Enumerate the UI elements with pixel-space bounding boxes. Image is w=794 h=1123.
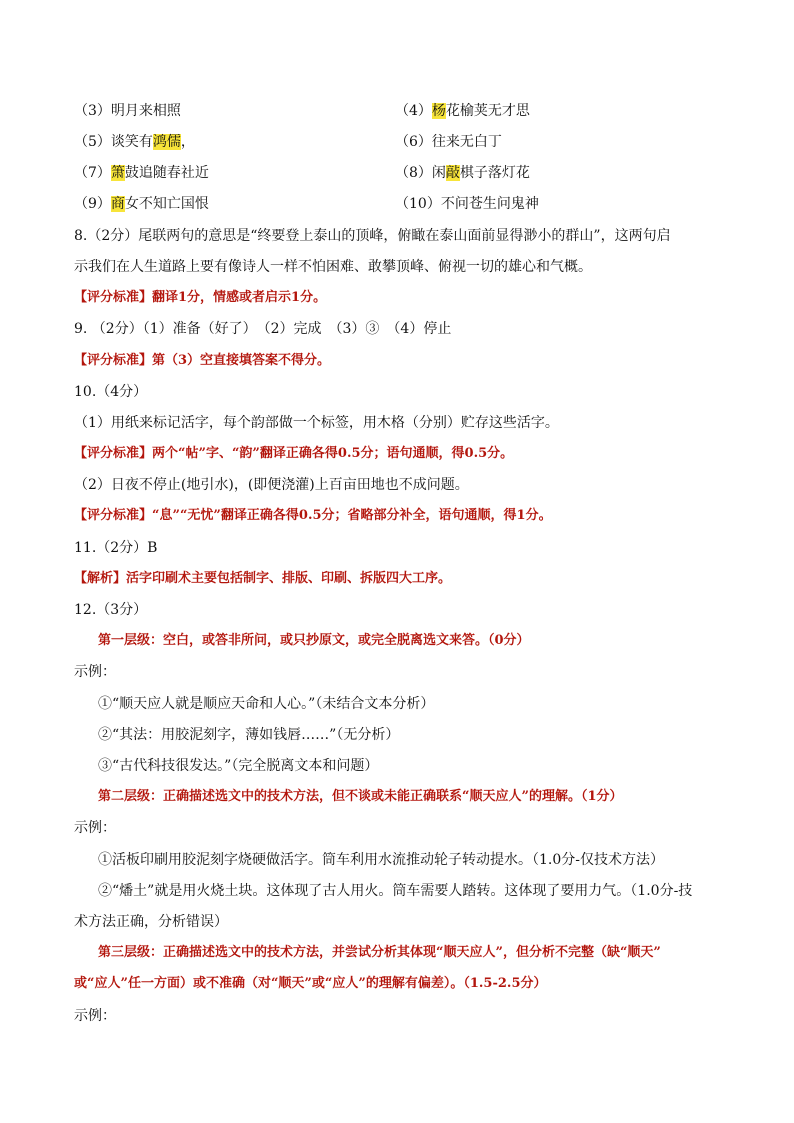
q12-example-1b: ②“其法：用胶泥刻字，薄如钱唇……”（无分析） (98, 727, 400, 743)
q12-example-1a: ①“顺天应人就是顺应天命和人心。”（未结合文本分析） (98, 696, 435, 712)
q12-level-1: 第一层级：空白，或答非所问，或只抄原文，或完全脱离选文来答。（0分） (98, 633, 530, 648)
item-5: （5）谈笑有鸿儒， (74, 134, 195, 150)
q12-level-3-line-1: 第三层级：正确描述选文中的技术方法，并尝试分析其体现“顺天应人”，但分析不完整（缺“顺天” (98, 945, 661, 960)
q11-answer: 11.（2分）B (74, 540, 158, 556)
q8-answer-line-1: 8.（2分）尾联两句的意思是“终要登上泰山的顶峰，俯瞰在泰山面前显得渺小的群山”，这两句启 (74, 228, 671, 244)
q12-example-2b-line-2: 术方法正确，分析错误） (74, 914, 228, 930)
q10-scoring-standard-1: 【评分标准】两个“帖”字、“韵”翻译正确各得0.5分；语句通顺，得0.5分。 (74, 446, 514, 461)
q12-example-label-1: 示例： (74, 664, 116, 680)
q10-answer-1: （1）用纸来标记活字，每个韵部做一个标签，用木格（分别）贮存这些活字。 (74, 415, 559, 431)
q10-heading: 10.（4分） (74, 384, 148, 400)
q12-level-2: 第二层级：正确描述选文中的技术方法，但不谈或未能正确联系“顺天应人”的理解。（1分） (98, 789, 623, 804)
item-7: （7）箫鼓追随春社近 (74, 165, 209, 181)
q12-example-1c: ③“古代科技很发达。”（完全脱离文本和问题） (98, 758, 379, 774)
q12-example-2b-line-1: ②“燔土”就是用火烧土块。这体现了古人用火。筒车需要人踏转。这体现了要用力气。（1.0分-技 (98, 883, 693, 899)
q10-scoring-standard-2: 【评分标准】“息”“无忧”翻译正确各得0.5分；省略部分补全，语句通顺，得1分。 (74, 508, 552, 523)
item-9: （9）商女不知亡国恨 (74, 196, 209, 212)
q12-level-3-line-2: 或“应人”任一方面）或不准确（对“顺天”或“应人”的理解有偏差）。（1.5-2.5分） (74, 976, 547, 991)
q12-example-label-2: 示例： (74, 820, 116, 836)
item-4: （4）杨花榆荚无才思 (395, 103, 530, 119)
q11-analysis: 【解析】活字印刷术主要包括制字、排版、印刷、拆版四大工序。 (74, 571, 452, 586)
item-6: （6）往来无白丁 (395, 134, 502, 150)
q12-example-2a: ①活板印刷用胶泥刻字烧硬做活字。筒车利用水流推动轮子转动提水。（1.0分-仅技术方法） (98, 852, 664, 868)
item-10: （10）不问苍生问鬼神 (395, 196, 539, 212)
q12-example-label-3: 示例： (74, 1008, 116, 1024)
item-8: （8）闲敲棋子落灯花 (395, 165, 530, 181)
q8-scoring-standard: 【评分标准】翻译1分，情感或者启示1分。 (74, 290, 327, 305)
item-3: （3）明月来相照 (74, 103, 181, 119)
q8-answer-line-2: 示我们在人生道路上要有像诗人一样不怕困难、敢攀顶峰、俯视一切的雄心和气概。 (74, 259, 592, 275)
q9-scoring-standard: 【评分标准】第（3）空直接填答案不得分。 (74, 353, 331, 368)
q12-heading: 12.（3分） (74, 602, 148, 618)
q10-answer-2: （2）日夜不停止(地引水)，(即便浇灌)上百亩田地也不成问题。 (74, 477, 469, 493)
q9-answer: 9. （2分）（1）准备（好了） （2）完成 （3）③ （4）停止 (74, 321, 452, 337)
